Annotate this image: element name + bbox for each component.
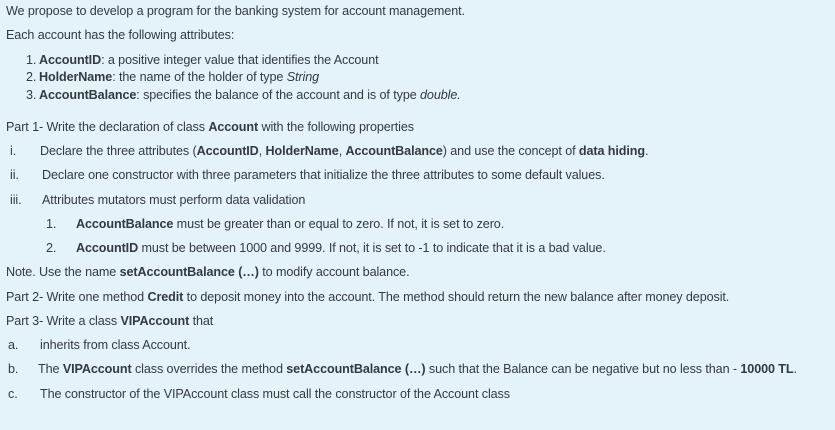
attribute-name: AccountID bbox=[39, 53, 102, 67]
part1-heading: Part 1- Write the declaration of class Account with the following properties bbox=[6, 120, 414, 134]
attribute-item bbox=[39, 69, 319, 85]
intro-line-2: Each account has the following attributes: bbox=[6, 28, 235, 42]
part1-subitem-1: AccountBalance must be greater than or equal to zero. If not, it is set to zero. bbox=[76, 217, 505, 231]
attribute-desc: : the name of the holder of type bbox=[112, 70, 287, 84]
list-marker: 2. bbox=[46, 241, 57, 255]
part1-item-i: Declare the three attributes (AccountID, HolderName, AccountBalance) and use the concept of data hiding. bbox=[40, 144, 649, 158]
list-marker: ii. bbox=[10, 168, 19, 182]
part1-item-ii: Declare one constructor with three parameters that initialize the three attributes to some default values. bbox=[42, 168, 605, 182]
list-marker: 1. bbox=[46, 217, 57, 231]
part3-heading: Part 3- Write a class VIPAccount that bbox=[6, 314, 214, 328]
list-marker: b. bbox=[8, 362, 19, 376]
part1-item-iii: Attributes mutators must perform data validation bbox=[42, 193, 306, 207]
attribute-name: AccountBalance bbox=[39, 88, 137, 102]
intro-line-1: We propose to develop a program for the banking system for account management. bbox=[6, 4, 465, 18]
attribute-marker: 1. bbox=[26, 53, 37, 67]
part3-item-b: The VIPAccount class overrides the method setAccountBalance (…) such that the Balance can be negative but no less than - 10000 TL. bbox=[38, 362, 797, 376]
attribute-item bbox=[39, 87, 461, 103]
attribute-type: String bbox=[286, 70, 320, 84]
list-marker: a. bbox=[8, 338, 19, 352]
list-marker: c. bbox=[8, 387, 18, 401]
attribute-type: double. bbox=[420, 88, 461, 102]
part1-subitem-2: AccountID must be between 1000 and 9999. If not, it is set to -1 to indicate that it is a bad value. bbox=[76, 241, 606, 255]
part2-line: Part 2- Write one method Credit to deposit money into the account. The method should return the new balance after money deposit. bbox=[6, 290, 730, 304]
attribute-name: HolderName bbox=[39, 70, 113, 84]
attribute-desc: : specifies the balance of the account and is of type bbox=[136, 88, 421, 102]
note-line: Note. Use the name setAccountBalance (…) to modify account balance. bbox=[6, 265, 410, 279]
part3-item-a: inherits from class Account. bbox=[40, 338, 191, 352]
attribute-marker: 3. bbox=[26, 88, 37, 102]
list-marker: i. bbox=[10, 144, 17, 158]
attribute-item bbox=[39, 52, 379, 68]
attribute-marker: 2. bbox=[26, 70, 37, 84]
attribute-desc: : a positive integer value that identifies the Account bbox=[101, 53, 379, 67]
list-marker: iii. bbox=[10, 193, 22, 207]
part3-item-c: The constructor of the VIPAccount class must call the constructor of the Account class bbox=[40, 387, 510, 401]
